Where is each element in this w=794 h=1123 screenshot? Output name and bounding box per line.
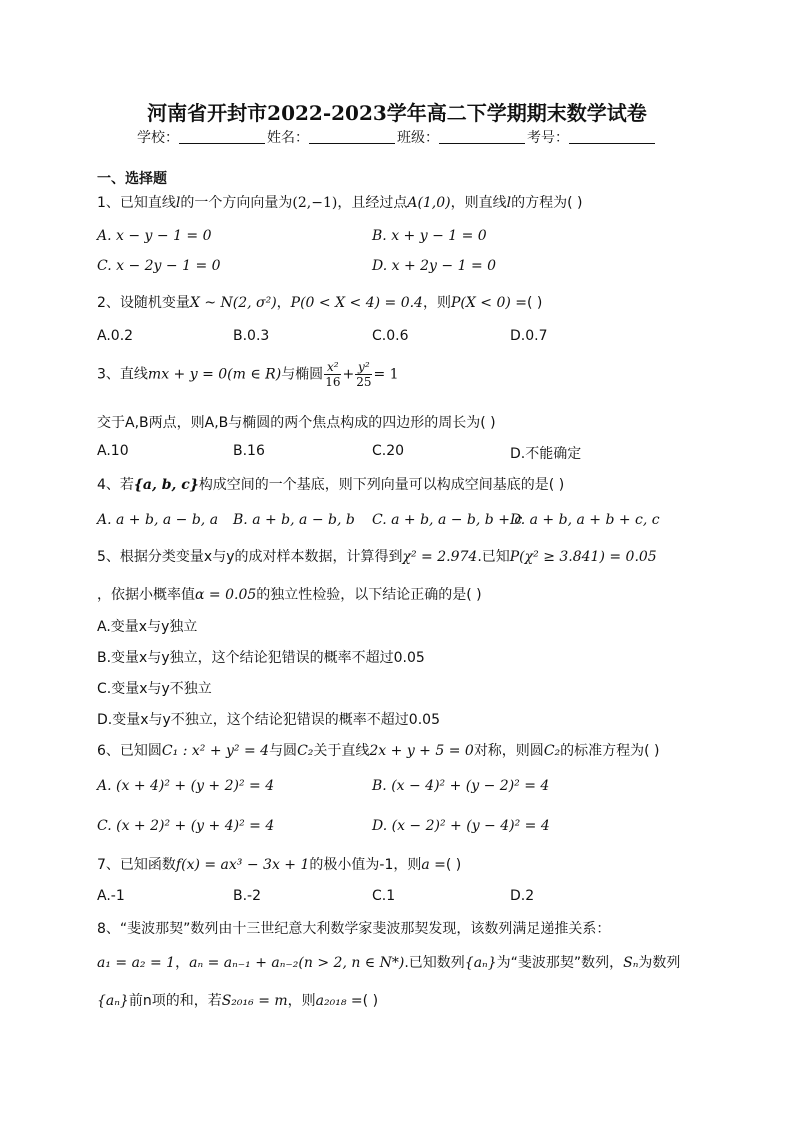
q6-option-c[interactable]: C. (x + 2)² + (y + 4)² = 4 [97,818,275,834]
q3-option-d[interactable]: D.不能确定 [510,446,582,462]
q4-text-2: 构成空间的一个基底，则下列向量可以构成空间基底的是( ) [198,477,565,493]
q6-symmetry-line: 2x + y + 5 = 0 [369,743,474,759]
q4-number: 4、 [97,477,120,493]
q1-option-a[interactable]: A. x − y − 1 = 0 [97,228,212,244]
q7-option-d[interactable]: D.2 [510,888,535,904]
q7-option-a[interactable]: A.-1 [97,888,125,904]
q4-option-c[interactable]: C. a + b, a − b, b + c [372,512,523,528]
q3-option-a[interactable]: A.10 [97,443,129,459]
q6-text-2: 与圆 [269,743,298,759]
q6-option-d[interactable]: D. (x − 2)² + (y − 4)² = 4 [372,818,550,834]
q7-option-c[interactable]: C.1 [372,888,396,904]
q7-function: f(x) = ax³ − 3x + 1 [175,857,310,873]
q8-sequence-2: {aₙ} [97,993,129,1009]
q5-text-1: 根据分类变量x与y的成对样本数据，计算得到 [119,549,403,565]
q2-option-c[interactable]: C.0.6 [372,328,409,344]
question-8-line-2 [97,952,680,972]
q2-probability-given: P(0 < X < 4) = 0.4 [290,295,423,311]
q8-sequence: {aₙ} [464,955,497,971]
question-8-line-3 [97,990,378,1010]
question-5-line-2 [97,584,482,604]
q3-fraction-y: $\frac{\text{y²}}{25}$ [356,360,372,389]
q2-distribution: X ~ N(2, σ²) [189,295,277,311]
q2-option-d[interactable]: D.0.7 [510,328,548,344]
q8-text-3c: ( ) [362,993,379,1009]
question-6-stem [97,740,660,760]
question-4-stem [97,474,564,494]
q5-text-4: 的独立性检验，以下结论正确的是( ) [256,587,482,603]
q8-text-3b: ，则 [287,993,316,1009]
q8-text-3a: 前n项的和，若 [128,993,222,1009]
q6-text-4: 对称，则圆 [473,743,544,759]
q6-text-1: 已知圆 [119,743,162,759]
q1-text-5: 的方程为( ) [511,195,583,211]
question-8-stem [97,918,610,938]
question-3-line-2: 交于A,B两点，则A,B与椭圆的两个焦点构成的四边形的周长为( ) [97,415,496,431]
q3-plus: + [342,366,355,383]
q7-text-1: 已知函数 [119,857,176,873]
q1-direction-vector: (2,−1) [292,195,338,211]
q6-option-a[interactable]: A. (x + 4)² + (y + 2)² = 4 [97,778,275,794]
q5-option-b[interactable]: B.变量x与y独立，这个结论犯错误的概率不超过0.05 [97,650,425,666]
q2-text-3: ，则 [422,295,451,311]
q4-text-1: 若 [119,477,134,493]
question-5-stem [97,546,657,566]
class-label: 班级： [397,130,439,146]
id-blank[interactable] [569,129,655,144]
q2-number: 2、 [97,295,120,311]
q1-point: A(1,0) [407,195,451,211]
q8-text-2a: ， [175,955,190,971]
q3-option-b[interactable]: B.16 [233,443,265,459]
class-blank[interactable] [439,129,525,144]
school-blank[interactable] [179,129,265,144]
q7-number: 7、 [97,857,120,873]
id-label: 考号： [527,130,569,146]
exam-title: 河南省开封市2022-2023学年高二下学期期末数学试卷 [147,101,647,125]
q8-line-1: “斐波那契”数列由十三世纪意大利数学家斐波那契发现，该数列满足递推关系： [119,921,611,937]
q1-option-d[interactable]: D. x + 2y − 1 = 0 [372,258,497,274]
q6-number: 6、 [97,743,120,759]
q5-text-2: .已知 [477,549,510,565]
q1-text-4: ，则直线 [450,195,507,211]
q6-text-3: 关于直线 [313,743,370,759]
q8-text-2d: 为数列 [638,955,681,971]
q2-text-2: ， [276,295,291,311]
q8-text-2c: 为“斐波那契”数列， [496,955,624,971]
q2-option-b[interactable]: B.0.3 [233,328,270,344]
q3-line-equation: mx + y = 0(m ∈ R) [147,366,282,383]
q2-text-1: 设随机变量 [119,295,190,311]
q8-sum-2016: S₂₀₁₆ = m [221,993,288,1009]
question-3-stem [97,360,399,389]
q7-a-equals: a = [421,857,446,873]
q6-text-5: 的标准方程为( ) [560,743,660,759]
q3-option-c[interactable]: C.20 [372,443,405,459]
q3-text-2: 与椭圆 [281,366,324,383]
q5-number: 5、 [97,549,120,565]
q1-number: 1、 [97,195,120,211]
q6-option-b[interactable]: B. (x − 4)² + (y − 2)² = 4 [372,778,550,794]
q1-text-1: 已知直线 [119,195,176,211]
q2-option-a[interactable]: A.0.2 [97,328,134,344]
section-title: 一、选择题 [97,171,167,187]
student-info-row [0,127,794,147]
q1-text-2: 的一个方向向量为 [180,195,293,211]
q1-option-b[interactable]: B. x + y − 1 = 0 [372,228,487,244]
q8-number: 8、 [97,921,120,937]
q5-chi-square: χ² = 2.974 [402,549,478,565]
q8-text-2b: .已知数列 [404,955,465,971]
q5-critical-probability: P(χ² ≥ 3.841) = 0.05 [509,549,657,565]
q5-option-c[interactable]: C.变量x与y不独立 [97,681,212,697]
q7-text-2: 的极小值为-1，则 [309,857,422,873]
q1-text-3: ，且经过点 [337,195,408,211]
q5-text-3: ，依据小概率值 [97,587,195,603]
q6-circle-c2: C₂ [297,743,314,759]
q7-text-3: ( ) [445,857,462,873]
q4-basis: {a, b, c} [133,477,199,493]
q4-option-d[interactable]: D. a + b, a + b + c, c [510,512,660,528]
q5-alpha: α = 0.05 [195,587,257,603]
question-2-stem [97,292,542,312]
q1-option-c[interactable]: C. x − 2y − 1 = 0 [97,258,221,274]
q2-probability-asked: P(X < 0) = [450,295,527,311]
q6-circle-c1: C₁ : x² + y² = 4 [161,743,270,759]
question-1-stem [97,192,583,212]
q1-line-l: l [175,195,181,211]
q5-option-a[interactable]: A.变量x与y独立 [97,619,198,635]
q4-option-b[interactable]: B. a + b, a − b, b [233,512,355,528]
q2-text-4: ( ) [527,295,543,311]
q8-recurrence: aₙ = aₙ₋₁ + aₙ₋₂(n > 2, n ∈ N*) [189,955,405,971]
q6-circle-c2-2: C₂ [543,743,561,759]
name-label: 姓名： [267,130,309,146]
q8-term-2018: a₂₀₁₈ = [315,993,363,1009]
q7-option-b[interactable]: B.-2 [233,888,262,904]
school-label: 学校： [137,130,179,146]
question-7-stem [97,854,461,874]
q3-text-1: 直线 [119,366,148,383]
q1-line-l-2: l [506,195,512,211]
q8-sum-symbol: Sₙ [623,955,639,971]
q5-option-d[interactable]: D.变量x与y不独立，这个结论犯错误的概率不超过0.05 [97,712,440,728]
name-blank[interactable] [309,129,395,144]
q3-equals-one: = 1 [373,366,399,383]
q8-initial-terms: a₁ = a₂ = 1 [97,955,176,971]
q3-fraction-x: $\frac{\text{x²}}{16}$ [325,360,341,389]
q3-number: 3、 [97,366,120,383]
q4-option-a[interactable]: A. a + b, a − b, a [97,512,219,528]
